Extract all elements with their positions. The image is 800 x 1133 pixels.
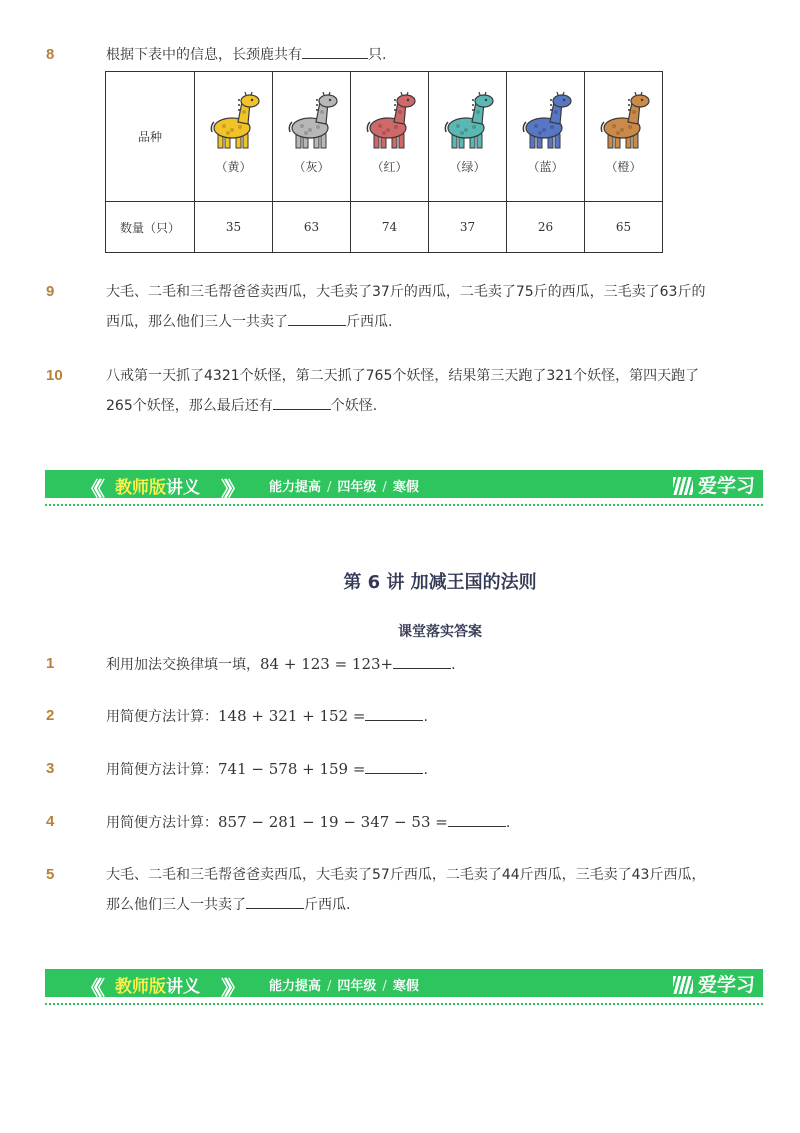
count-cell: 65 xyxy=(585,202,663,253)
giraffe-spot xyxy=(550,125,554,129)
lecture-banner xyxy=(45,470,763,501)
divider xyxy=(45,1003,763,1005)
giraffe-spot xyxy=(300,124,304,128)
giraffe-mane xyxy=(628,109,630,111)
giraffe-spot xyxy=(554,110,558,114)
giraffe-spot xyxy=(472,125,476,129)
giraffe-mane xyxy=(472,109,474,111)
answer-blank[interactable] xyxy=(448,825,506,827)
giraffe-head xyxy=(553,95,571,107)
giraffe-icon xyxy=(598,92,650,150)
banner-title: 教师版讲义 xyxy=(115,977,200,997)
giraffe-cell xyxy=(507,72,585,202)
giraffe-spot xyxy=(456,124,460,128)
giraffe-spot xyxy=(238,125,242,129)
question-text: 八戒第一天抓了4321个妖怪，第二天抓了765个妖怪，结果第三天跑了321个妖怪，第四天跑了 265个妖怪，那么最后还有 个妖怪. xyxy=(106,368,700,414)
chevron-left-icon: 《《 xyxy=(81,976,99,1000)
count-cell: 37 xyxy=(429,202,507,253)
giraffe-color-label: （绿） xyxy=(449,160,486,174)
chevron-right-icon: 》》 xyxy=(221,477,239,501)
question-number: 1 xyxy=(46,655,55,672)
answer-blank[interactable] xyxy=(273,408,331,410)
giraffe-mane xyxy=(316,109,318,111)
giraffe-spot xyxy=(386,128,390,132)
giraffe-spot xyxy=(534,124,538,128)
giraffe-spot xyxy=(398,110,402,114)
question-text: 根据下表中的信息，长颈鹿共有 只. xyxy=(106,47,387,63)
giraffe-mane xyxy=(550,104,552,106)
banner-title: 教师版讲义 xyxy=(115,478,200,498)
count-cell: 74 xyxy=(351,202,429,253)
giraffe-spot xyxy=(616,131,620,135)
giraffe-mane xyxy=(238,104,240,106)
giraffe-mane xyxy=(550,99,552,101)
giraffe-spot xyxy=(320,110,324,114)
giraffe-spot xyxy=(620,128,624,132)
giraffe-color-label: （灰） xyxy=(293,160,330,174)
giraffe-spot xyxy=(476,110,480,114)
giraffe-mane xyxy=(394,104,396,106)
giraffe-eye xyxy=(328,99,330,101)
banner-breadcrumb: 能力提高 / 四年级 / 寒假 xyxy=(269,979,419,994)
giraffe-spot xyxy=(538,131,542,135)
question-text: 用简便方法计算：741 − 578 + 159 = . xyxy=(106,760,428,778)
question-number: 4 xyxy=(46,813,55,830)
giraffe-spot xyxy=(242,110,246,114)
giraffe-mane xyxy=(394,99,396,101)
answer-blank[interactable] xyxy=(393,667,451,669)
giraffe-cell xyxy=(351,72,429,202)
giraffe-spot xyxy=(542,128,546,132)
giraffe-mane xyxy=(238,99,240,101)
giraffe-mane xyxy=(550,109,552,111)
logo-mark-icon xyxy=(673,976,693,994)
giraffe-head xyxy=(319,95,337,107)
giraffe-spot xyxy=(308,128,312,132)
giraffe-mane xyxy=(628,104,630,106)
count-cell: 35 xyxy=(195,202,273,253)
giraffe-spot xyxy=(316,125,320,129)
giraffe-cell xyxy=(195,72,273,202)
answer-blank[interactable] xyxy=(365,772,423,774)
count-cell: 63 xyxy=(273,202,351,253)
giraffe-horn xyxy=(323,92,324,95)
giraffe-table xyxy=(105,71,663,253)
giraffe-spot xyxy=(382,131,386,135)
giraffe-eye xyxy=(562,99,564,101)
giraffe-mane xyxy=(238,109,240,111)
giraffe-color-label: （黄） xyxy=(215,160,252,174)
question-number: 3 xyxy=(46,760,55,777)
lecture-banner xyxy=(45,969,763,1000)
giraffe-eye xyxy=(484,99,486,101)
giraffe-color-label: （蓝） xyxy=(527,160,564,174)
question-text: 用简便方法计算：857 − 281 − 19 − 347 − 53 = . xyxy=(106,813,511,831)
logo-mark-icon xyxy=(673,477,693,495)
row-label-species: 品种 xyxy=(106,72,195,202)
giraffe-head xyxy=(631,95,649,107)
row-label-count: 数量（只） xyxy=(106,202,195,253)
answer-blank[interactable] xyxy=(246,907,304,909)
giraffe-head xyxy=(397,95,415,107)
giraffe-spot xyxy=(226,131,230,135)
giraffe-horn xyxy=(635,92,636,95)
giraffe-spot xyxy=(632,110,636,114)
answer-blank[interactable] xyxy=(365,719,423,721)
giraffe-mane xyxy=(316,99,318,101)
question-text: 大毛、二毛和三毛帮爸爸卖西瓜，大毛卖了37斤的西瓜，二毛卖了75斤的西瓜，三毛卖了63斤的 西瓜，那么他们三人一共卖了 斤西瓜. xyxy=(106,284,706,330)
giraffe-mane xyxy=(316,104,318,106)
giraffe-eye xyxy=(640,99,642,101)
question-number: 2 xyxy=(46,707,55,724)
brand-logo: 爱学习 xyxy=(673,471,755,498)
giraffe-icon xyxy=(208,92,260,150)
giraffe-icon xyxy=(520,92,572,150)
answer-blank[interactable] xyxy=(302,57,368,59)
giraffe-horn xyxy=(557,92,558,95)
giraffe-head xyxy=(241,95,259,107)
divider xyxy=(45,504,763,506)
giraffe-horn xyxy=(401,92,402,95)
giraffe-spot xyxy=(628,125,632,129)
giraffe-spot xyxy=(394,125,398,129)
question-number: 9 xyxy=(46,283,55,300)
giraffe-spot xyxy=(464,128,468,132)
giraffe-color-label: （橙） xyxy=(605,160,642,174)
giraffe-spot xyxy=(222,124,226,128)
giraffe-horn xyxy=(245,92,246,95)
giraffe-spot xyxy=(304,131,308,135)
question-text: 用简便方法计算：148 + 321 + 152 = . xyxy=(106,707,428,725)
table-row xyxy=(106,202,663,253)
giraffe-eye xyxy=(406,99,408,101)
answer-blank[interactable] xyxy=(288,324,346,326)
question-number: 10 xyxy=(46,367,63,384)
giraffe-mane xyxy=(472,104,474,106)
giraffe-spot xyxy=(612,124,616,128)
question-number: 5 xyxy=(46,866,55,883)
banner-breadcrumb: 能力提高 / 四年级 / 寒假 xyxy=(269,480,419,495)
section-title: 课堂落实答案 xyxy=(398,624,482,640)
giraffe-head xyxy=(475,95,493,107)
giraffe-cell xyxy=(585,72,663,202)
giraffe-icon xyxy=(364,92,416,150)
question-text: 利用加法交换律填一填，84 + 123 = 123+ . xyxy=(106,655,456,673)
giraffe-eye xyxy=(250,99,252,101)
chevron-left-icon: 《《 xyxy=(81,477,99,501)
question-text: 大毛、二毛和三毛帮爸爸卖西瓜，大毛卖了57斤西瓜，二毛卖了44斤西瓜，三毛卖了43斤西瓜， 那么他们三人一共卖了 斤西瓜. xyxy=(106,867,706,913)
table-row xyxy=(106,72,663,202)
giraffe-mane xyxy=(394,109,396,111)
lecture-title: 第 6 讲 加减王国的法则 xyxy=(343,572,537,593)
giraffe-mane xyxy=(628,99,630,101)
giraffe-icon xyxy=(442,92,494,150)
giraffe-cell xyxy=(429,72,507,202)
giraffe-spot xyxy=(460,131,464,135)
giraffe-mane xyxy=(472,99,474,101)
count-cell: 26 xyxy=(507,202,585,253)
giraffe-color-label: （红） xyxy=(371,160,408,174)
brand-logo: 爱学习 xyxy=(673,970,755,997)
giraffe-spot xyxy=(378,124,382,128)
chevron-right-icon: 》》 xyxy=(221,976,239,1000)
giraffe-icon xyxy=(286,92,338,150)
giraffe-horn xyxy=(479,92,480,95)
giraffe-cell xyxy=(273,72,351,202)
giraffe-spot xyxy=(230,128,234,132)
question-number: 8 xyxy=(46,46,55,63)
